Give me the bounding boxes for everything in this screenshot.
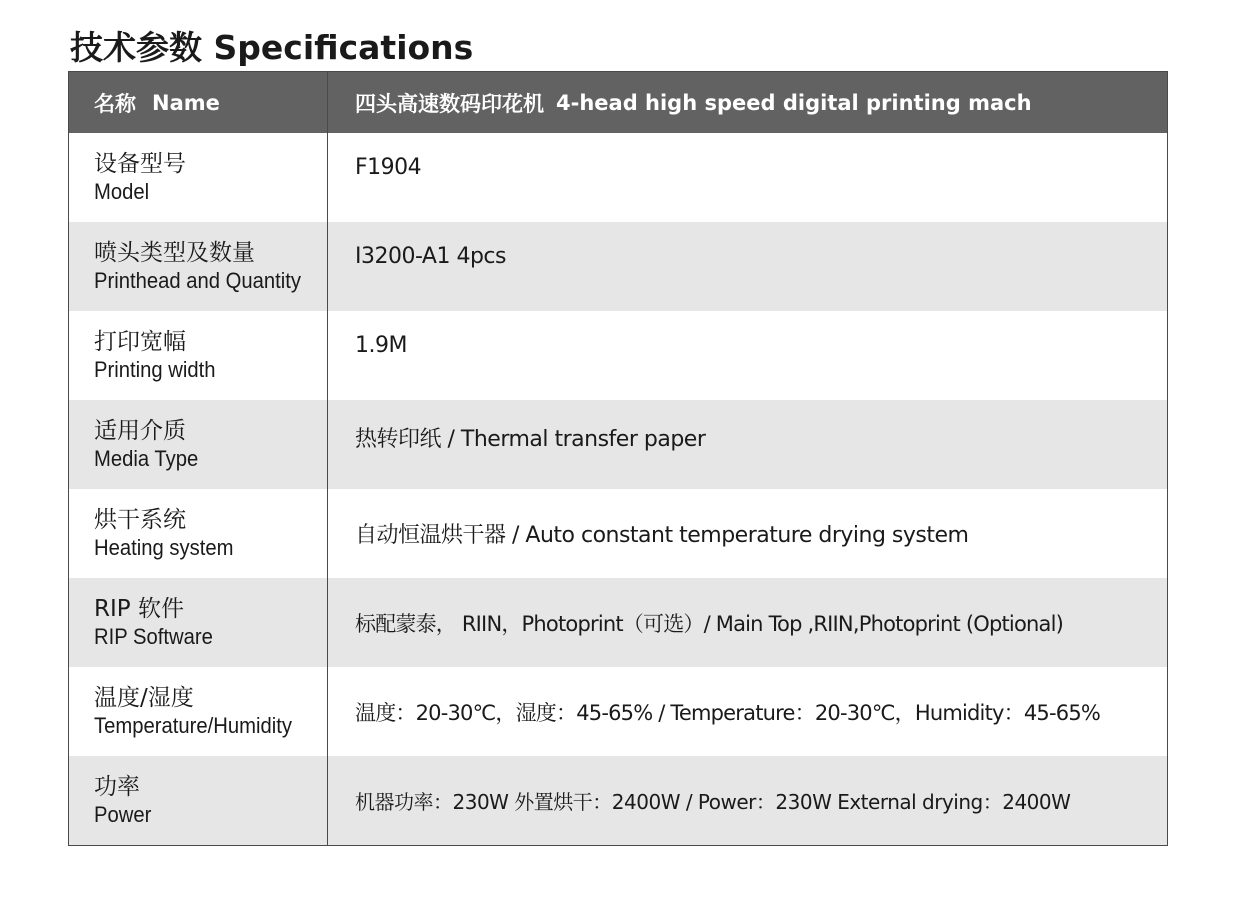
row-label-cell: [69, 756, 328, 845]
table-row-printhead: [69, 222, 1167, 311]
table-row-model: [69, 133, 1167, 222]
row-value-cell: 标配蒙泰， RIIN，Photoprint（可选）/ Main Top ,RIIN,Photoprint (Optional): [355, 611, 1064, 636]
row-value-cell: 机器功率：230W 外置烘干：2400W / Power：230W External drying：2400W: [355, 790, 1071, 814]
table-row-temperature-humidity: [69, 667, 1167, 756]
table-header-row: [69, 72, 1167, 133]
row-value-cell: 热转印纸 / Thermal transfer paper: [355, 427, 706, 452]
row-label-en: RIP Software: [94, 623, 213, 649]
row-label-cell: [69, 400, 328, 489]
row-label-zh: 温度/湿度: [94, 684, 194, 711]
row-label-en: Media Type: [94, 445, 199, 471]
row-label-en: Heating system: [94, 534, 234, 560]
table-row-rip-software: [69, 578, 1167, 667]
row-label-en: Power: [94, 801, 152, 827]
table-row-media-type: [69, 400, 1167, 489]
row-label-en: Temperature/Humidity: [94, 712, 292, 738]
row-label-zh: 喷头类型及数量: [94, 239, 255, 266]
row-value-cell: F1904: [355, 155, 422, 180]
header-value-zh: 四头高速数码印花机: [355, 91, 544, 116]
header-value-en: 4-head high speed digital printing mach: [556, 90, 1032, 115]
table-row-heating-system: [69, 489, 1167, 578]
row-value-cell: 1.9M: [355, 333, 407, 358]
row-label-zh: RIP 软件: [94, 595, 184, 622]
row-label-zh: 功率: [94, 773, 140, 800]
row-label-cell: [69, 489, 328, 578]
row-label-zh: 烘干系统: [94, 506, 186, 533]
header-value-cell: [328, 72, 1167, 133]
row-label-zh: 适用介质: [94, 417, 186, 444]
specifications-table: [68, 71, 1168, 846]
row-value-cell: 温度：20-30℃，湿度：45-65% / Temperature：20-30℃，Humidity：45-65%: [355, 700, 1101, 725]
row-label-cell: [69, 578, 328, 667]
row-label-en: Model: [94, 178, 150, 204]
row-label-zh: 打印宽幅: [94, 328, 186, 355]
row-value-cell: 自动恒温烘干器 / Auto constant temperature drying system: [355, 523, 969, 548]
row-label-cell: [69, 133, 328, 222]
row-label-cell: [69, 667, 328, 756]
row-label-cell: [69, 311, 328, 400]
page-title: 技术参数 Specifications: [70, 28, 474, 67]
row-label-en: Printhead and Quantity: [94, 267, 302, 293]
header-label-zh: 名称: [94, 91, 136, 116]
row-label-zh: 设备型号: [94, 150, 186, 177]
row-label-cell: [69, 222, 328, 311]
table-row-printing-width: [69, 311, 1167, 400]
header-label-en: Name: [152, 90, 220, 115]
row-value-cell: I3200-A1 4pcs: [355, 244, 506, 269]
header-label-cell: [69, 72, 328, 133]
table-row-power: [69, 756, 1167, 845]
row-label-en: Printing width: [94, 356, 216, 382]
